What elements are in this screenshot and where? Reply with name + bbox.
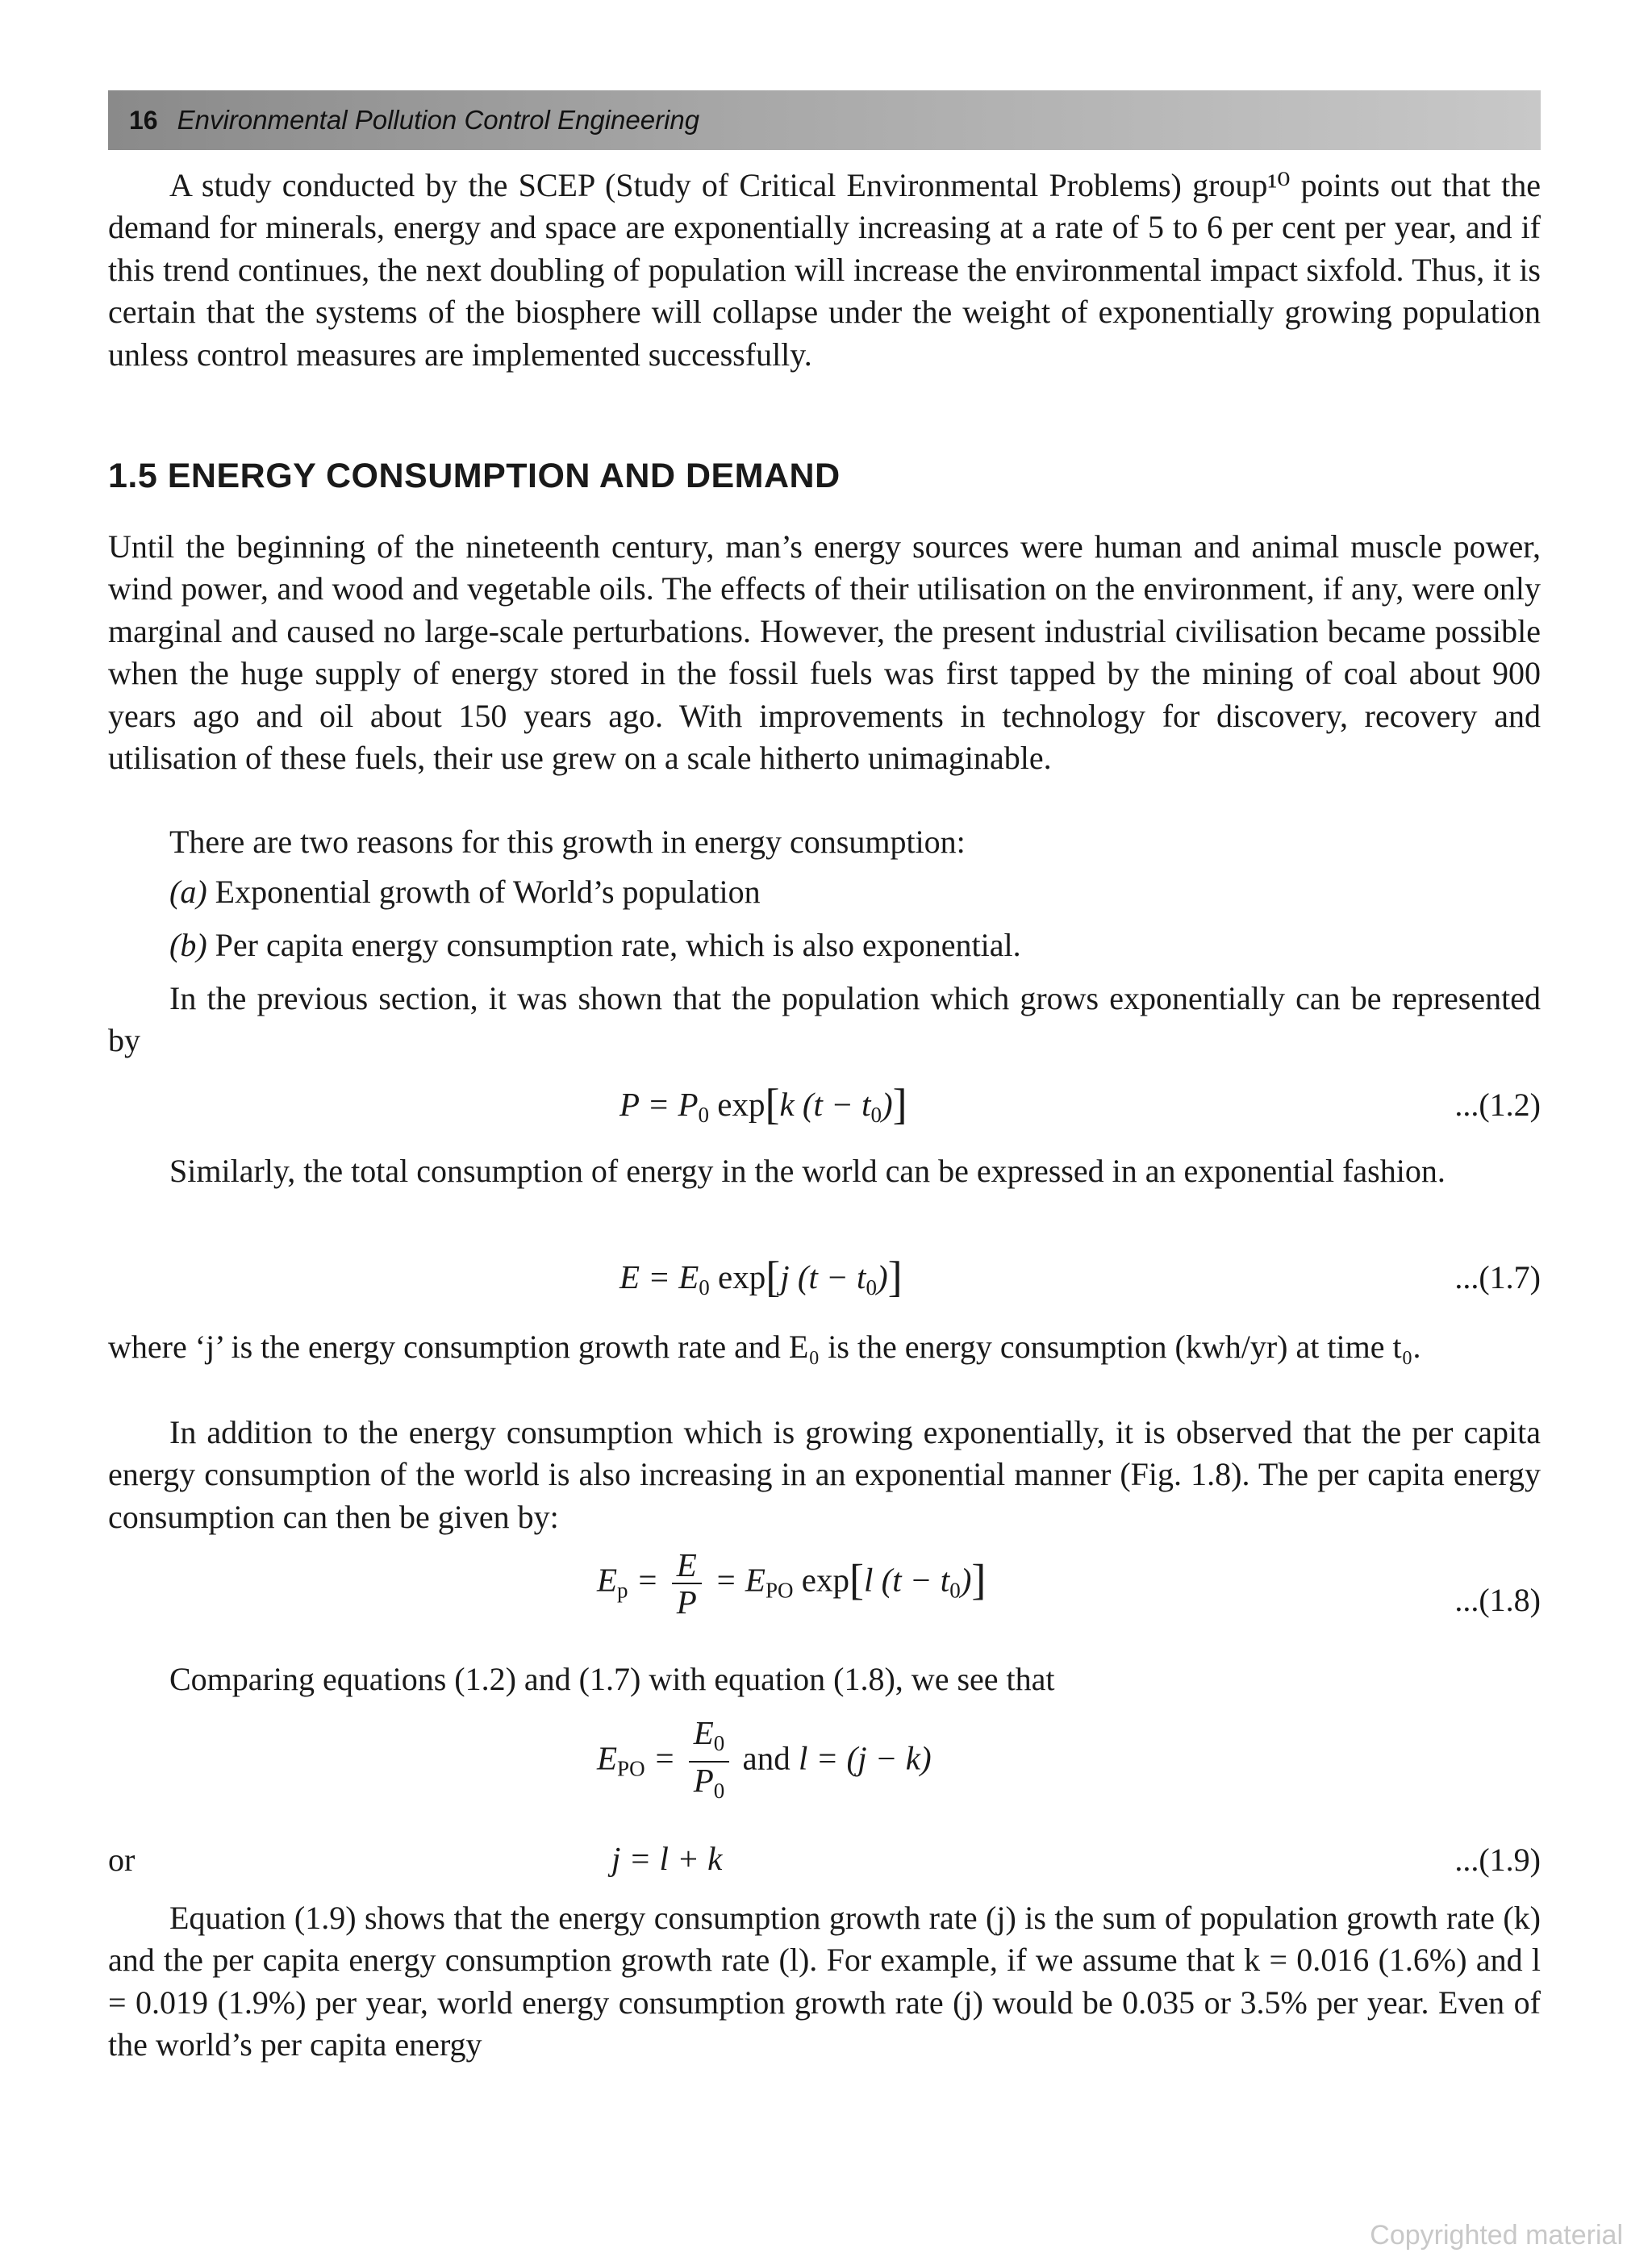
list-text: Per capita energy consumption rate, which is also exponential.	[215, 927, 1021, 963]
comparing-paragraph-block	[108, 1658, 1541, 1700]
fraction: $\frac{E}{P}$	[672, 1547, 702, 1620]
history-paragraph-block	[108, 526, 1541, 779]
equation-1-8: $E_p$ = $\frac{E}{P}$ = $E_{PO}$ exp[l $(t - t_0)$]	[597, 1546, 987, 1621]
intro-paragraph-block	[108, 165, 1541, 376]
similarly-paragraph-block	[108, 1150, 1541, 1192]
addition-paragraph-block	[108, 1412, 1541, 1538]
where-paragraph-block	[108, 1326, 1541, 1368]
addition-paragraph: In addition to the energy consumption which is growing exponentially, it is observed that the per capita energy consumption of the world is also increasing in an exponential manner (Fig. 1.8). The per capita energy consumption can then be given by:	[108, 1414, 1541, 1535]
reasons-intro: There are two reasons for this growth in energy consumption:	[169, 824, 966, 860]
previous-paragraph: In the previous section, it was shown that the population which grows exponentially can be represented by	[108, 980, 1541, 1059]
similarly-paragraph: Similarly, the total consumption of energy in the world can be expressed in an exponential fashion.	[169, 1153, 1446, 1189]
equation-number: ...(1.7)	[1454, 1259, 1541, 1295]
where-paragraph: where ‘j’ is the energy consumption growth rate and E₀ is the energy consumption (kwh/yr) at time t₀.	[108, 1329, 1421, 1365]
list-item	[169, 873, 761, 911]
or-label: or	[108, 1842, 136, 1878]
book-title: Environmental Pollution Control Engineering	[177, 105, 700, 135]
fraction: $\frac{E_0}{P_0}$	[689, 1715, 730, 1809]
running-header	[108, 90, 1541, 150]
equation-number: ...(1.9)	[1454, 1842, 1541, 1878]
equation-1-9: j = l + k	[611, 1840, 723, 1877]
list-marker: (a)	[169, 874, 207, 910]
section-heading: 1.5 ENERGY CONSUMPTION AND DEMAND	[108, 457, 841, 495]
reasons-intro-block	[108, 821, 1541, 863]
previous-paragraph-block	[108, 978, 1541, 1062]
equation-epo: $E_{PO}$ = $\frac{E_0}{P_0}$ and l = (j − k)	[597, 1715, 932, 1809]
copyright-watermark: Copyrighted material	[1370, 2220, 1623, 2251]
list-text: Exponential growth of World’s population	[215, 874, 761, 910]
list-marker: (b)	[169, 927, 207, 963]
comparing-paragraph: Comparing equations (1.2) and (1.7) with equation (1.8), we see that	[169, 1661, 1055, 1697]
history-paragraph: Until the beginning of the nineteenth century, man’s energy sources were human and animal muscle power, wind power, and wood and vegetable oils. The effects of their utilisation on the environment, if any, were only marginal and caused no large-scale perturbations. However, the present industrial civilisation became possible when the huge supply of energy stored in the fossil fuels was first tapped by the mining of coal about 900 years ago and oil about 150 years ago. With improvements in technology for discovery, recovery and utilisation of these fuels, their use grew on a scale hitherto unimaginable.	[108, 528, 1541, 777]
intro-paragraph: A study conducted by the SCEP (Study of Critical Environmental Problems) group¹⁰ points out that the demand for minerals, energy and space are exponentially increasing at a rate of 5 to 6 per cent per year, and if this trend continues, the next doubling of population will increase the environmental impact sixfold. Thus, it is certain that the systems of the biosphere will collapse under the weight of exponentially growing population unless control measures are implemented successfully.	[108, 167, 1541, 373]
and-word: and	[742, 1739, 791, 1777]
equation-number: ...(1.2)	[1454, 1087, 1541, 1123]
page-number: 16	[129, 105, 158, 135]
equation-1-2: $P = P_0$ exp[k $(t - t_0)$]	[620, 1080, 907, 1128]
list-item	[169, 926, 1021, 964]
equation-1-7: $E = E_0$ exp[j $(t - t_0)$]	[620, 1253, 903, 1301]
equation-number: ...(1.8)	[1454, 1582, 1541, 1618]
equation-paragraph: Equation (1.9) shows that the energy consumption growth rate (j) is the sum of population growth rate (k) and the per capita energy consumption growth rate (l). For example, if we assume that k = 0.016 (1.6%) and l = 0.019 (1.9%) per year, world energy consumption growth rate (j) would be 0.035 or 3.5% per year. Even of the world’s per capita energy	[108, 1900, 1541, 2063]
equation-paragraph-block	[108, 1897, 1541, 2067]
